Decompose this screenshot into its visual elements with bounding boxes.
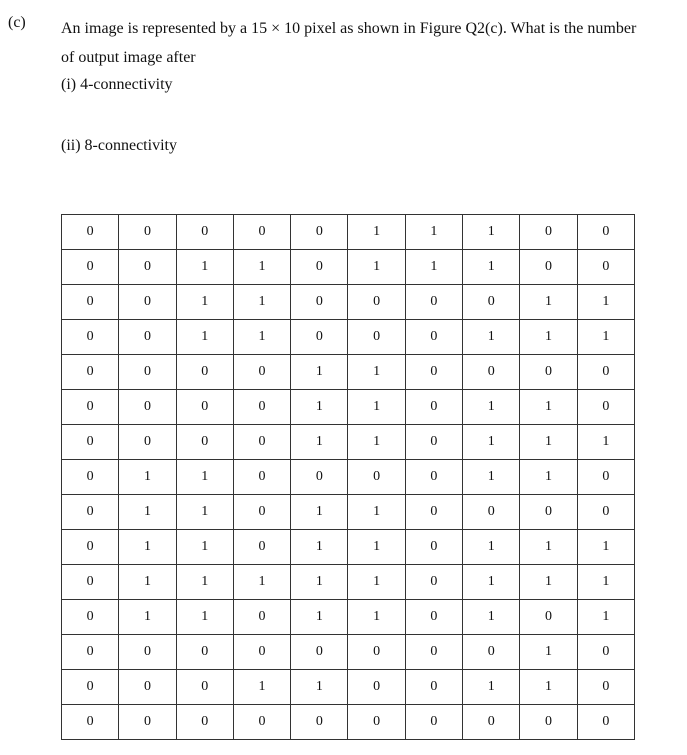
pixel-cell: 0 <box>233 530 290 565</box>
pixel-cell: 0 <box>119 670 176 705</box>
pixel-cell: 1 <box>176 495 233 530</box>
question-line-1: An image is represented by a 15 × 10 pixel as shown in Figure Q2(c). What is the number <box>61 20 637 37</box>
pixel-cell: 0 <box>577 250 634 285</box>
pixel-cell: 0 <box>176 670 233 705</box>
pixel-cell: 0 <box>62 355 119 390</box>
pixel-cell: 1 <box>520 390 577 425</box>
question-text <box>61 14 687 72</box>
pixel-cell: 0 <box>62 635 119 670</box>
pixel-cell: 0 <box>291 320 348 355</box>
pixel-cell: 0 <box>520 705 577 740</box>
pixel-cell: 1 <box>520 530 577 565</box>
pixel-cell: 0 <box>405 425 462 460</box>
pixel-cell: 1 <box>463 670 520 705</box>
pixel-cell: 0 <box>119 215 176 250</box>
pixel-cell: 1 <box>233 250 290 285</box>
pixel-cell: 1 <box>291 495 348 530</box>
pixel-cell: 1 <box>176 460 233 495</box>
subquestion-ii: (ii) 8-connectivity <box>61 137 177 154</box>
pixel-grid-table <box>61 214 635 740</box>
pixel-cell: 1 <box>577 600 634 635</box>
table-row <box>62 670 635 705</box>
pixel-cell: 0 <box>577 215 634 250</box>
pixel-cell: 0 <box>577 390 634 425</box>
pixel-cell: 0 <box>233 635 290 670</box>
pixel-cell: 1 <box>463 425 520 460</box>
pixel-cell: 0 <box>62 285 119 320</box>
pixel-cell: 1 <box>577 565 634 600</box>
pixel-cell: 0 <box>176 215 233 250</box>
pixel-cell: 0 <box>291 635 348 670</box>
pixel-cell: 0 <box>119 635 176 670</box>
pixel-cell: 0 <box>233 425 290 460</box>
pixel-grid-body <box>62 215 635 740</box>
pixel-cell: 0 <box>62 320 119 355</box>
pixel-cell: 0 <box>62 670 119 705</box>
pixel-cell: 0 <box>520 495 577 530</box>
pixel-cell: 1 <box>291 530 348 565</box>
pixel-cell: 0 <box>577 670 634 705</box>
pixel-cell: 0 <box>233 600 290 635</box>
pixel-cell: 0 <box>405 600 462 635</box>
pixel-cell: 0 <box>233 460 290 495</box>
pixel-cell: 1 <box>348 355 405 390</box>
pixel-cell: 1 <box>176 530 233 565</box>
pixel-cell: 1 <box>577 285 634 320</box>
pixel-cell: 1 <box>348 390 405 425</box>
pixel-cell: 0 <box>577 495 634 530</box>
pixel-cell: 0 <box>62 215 119 250</box>
pixel-cell: 0 <box>62 600 119 635</box>
pixel-cell: 1 <box>119 495 176 530</box>
pixel-cell: 0 <box>119 250 176 285</box>
pixel-cell: 0 <box>233 495 290 530</box>
pixel-cell: 1 <box>176 250 233 285</box>
table-row <box>62 355 635 390</box>
pixel-cell: 0 <box>348 670 405 705</box>
table-row <box>62 460 635 495</box>
pixel-cell: 0 <box>119 285 176 320</box>
pixel-cell: 1 <box>291 390 348 425</box>
pixel-cell: 0 <box>119 390 176 425</box>
pixel-cell: 1 <box>348 565 405 600</box>
pixel-cell: 1 <box>463 600 520 635</box>
pixel-cell: 0 <box>348 285 405 320</box>
pixel-cell: 0 <box>348 705 405 740</box>
pixel-cell: 0 <box>233 355 290 390</box>
pixel-cell: 0 <box>405 705 462 740</box>
pixel-cell: 0 <box>405 530 462 565</box>
pixel-cell: 0 <box>405 320 462 355</box>
pixel-cell: 0 <box>577 460 634 495</box>
question-label: (c) <box>8 14 26 31</box>
table-row <box>62 285 635 320</box>
pixel-cell: 0 <box>119 355 176 390</box>
pixel-cell: 1 <box>463 530 520 565</box>
pixel-cell: 0 <box>176 355 233 390</box>
pixel-cell: 0 <box>520 600 577 635</box>
pixel-cell: 0 <box>463 285 520 320</box>
pixel-cell: 1 <box>463 460 520 495</box>
pixel-cell: 1 <box>520 565 577 600</box>
pixel-cell: 0 <box>291 285 348 320</box>
subquestion-i: (i) 4-connectivity <box>61 76 173 93</box>
pixel-cell: 0 <box>62 565 119 600</box>
table-row <box>62 530 635 565</box>
pixel-cell: 1 <box>233 565 290 600</box>
pixel-cell: 1 <box>348 215 405 250</box>
pixel-cell: 1 <box>463 250 520 285</box>
pixel-cell: 0 <box>348 635 405 670</box>
pixel-cell: 0 <box>62 425 119 460</box>
pixel-cell: 0 <box>291 215 348 250</box>
pixel-cell: 0 <box>62 705 119 740</box>
pixel-cell: 1 <box>405 215 462 250</box>
pixel-cell: 1 <box>348 425 405 460</box>
pixel-cell: 1 <box>463 320 520 355</box>
pixel-cell: 0 <box>405 355 462 390</box>
pixel-cell: 1 <box>291 355 348 390</box>
pixel-cell: 0 <box>405 390 462 425</box>
pixel-cell: 1 <box>463 215 520 250</box>
pixel-cell: 1 <box>405 250 462 285</box>
table-row <box>62 600 635 635</box>
pixel-cell: 0 <box>463 705 520 740</box>
pixel-cell: 1 <box>520 425 577 460</box>
pixel-cell: 0 <box>119 705 176 740</box>
pixel-cell: 1 <box>291 670 348 705</box>
pixel-cell: 0 <box>577 355 634 390</box>
pixel-cell: 1 <box>119 530 176 565</box>
pixel-cell: 0 <box>62 495 119 530</box>
pixel-cell: 0 <box>405 670 462 705</box>
pixel-cell: 0 <box>577 635 634 670</box>
pixel-cell: 0 <box>405 285 462 320</box>
pixel-cell: 1 <box>291 565 348 600</box>
pixel-cell: 1 <box>520 460 577 495</box>
table-row <box>62 495 635 530</box>
pixel-cell: 0 <box>463 355 520 390</box>
pixel-cell: 0 <box>233 215 290 250</box>
pixel-cell: 0 <box>119 425 176 460</box>
pixel-cell: 1 <box>463 390 520 425</box>
pixel-cell: 0 <box>62 460 119 495</box>
pixel-cell: 0 <box>62 250 119 285</box>
pixel-cell: 0 <box>233 705 290 740</box>
table-row <box>62 390 635 425</box>
pixel-cell: 0 <box>62 390 119 425</box>
pixel-cell: 0 <box>405 495 462 530</box>
pixel-cell: 0 <box>405 565 462 600</box>
table-row <box>62 320 635 355</box>
pixel-cell: 1 <box>233 285 290 320</box>
table-row <box>62 635 635 670</box>
pixel-cell: 0 <box>291 705 348 740</box>
pixel-cell: 0 <box>463 495 520 530</box>
pixel-cell: 1 <box>233 320 290 355</box>
pixel-cell: 0 <box>520 355 577 390</box>
pixel-cell: 0 <box>577 705 634 740</box>
pixel-cell: 1 <box>577 320 634 355</box>
pixel-cell: 1 <box>119 600 176 635</box>
pixel-cell: 1 <box>348 495 405 530</box>
pixel-cell: 1 <box>348 600 405 635</box>
pixel-cell: 1 <box>463 565 520 600</box>
pixel-cell: 0 <box>520 215 577 250</box>
pixel-cell: 0 <box>463 635 520 670</box>
pixel-cell: 1 <box>520 285 577 320</box>
pixel-cell: 0 <box>176 635 233 670</box>
pixel-cell: 1 <box>176 600 233 635</box>
pixel-cell: 1 <box>348 530 405 565</box>
pixel-cell: 1 <box>520 670 577 705</box>
pixel-cell: 0 <box>62 530 119 565</box>
pixel-cell: 1 <box>291 425 348 460</box>
pixel-cell: 1 <box>176 285 233 320</box>
pixel-cell: 0 <box>405 635 462 670</box>
pixel-cell: 0 <box>176 705 233 740</box>
pixel-cell: 0 <box>348 460 405 495</box>
pixel-cell: 0 <box>348 320 405 355</box>
pixel-cell: 1 <box>119 460 176 495</box>
question-line-2: of output image after <box>61 49 196 66</box>
pixel-cell: 1 <box>577 425 634 460</box>
table-row <box>62 705 635 740</box>
pixel-cell: 1 <box>520 635 577 670</box>
pixel-cell: 1 <box>348 250 405 285</box>
pixel-cell: 1 <box>176 320 233 355</box>
pixel-cell: 0 <box>176 425 233 460</box>
pixel-cell: 1 <box>176 565 233 600</box>
pixel-cell: 1 <box>577 530 634 565</box>
table-row <box>62 565 635 600</box>
pixel-cell: 0 <box>405 460 462 495</box>
table-row <box>62 250 635 285</box>
pixel-cell: 1 <box>119 565 176 600</box>
pixel-cell: 0 <box>176 390 233 425</box>
pixel-cell: 0 <box>233 390 290 425</box>
table-row <box>62 215 635 250</box>
pixel-cell: 1 <box>520 320 577 355</box>
pixel-cell: 1 <box>291 600 348 635</box>
pixel-cell: 1 <box>233 670 290 705</box>
pixel-cell: 0 <box>291 460 348 495</box>
pixel-cell: 0 <box>520 250 577 285</box>
pixel-cell: 0 <box>291 250 348 285</box>
pixel-cell: 0 <box>119 320 176 355</box>
table-row <box>62 425 635 460</box>
